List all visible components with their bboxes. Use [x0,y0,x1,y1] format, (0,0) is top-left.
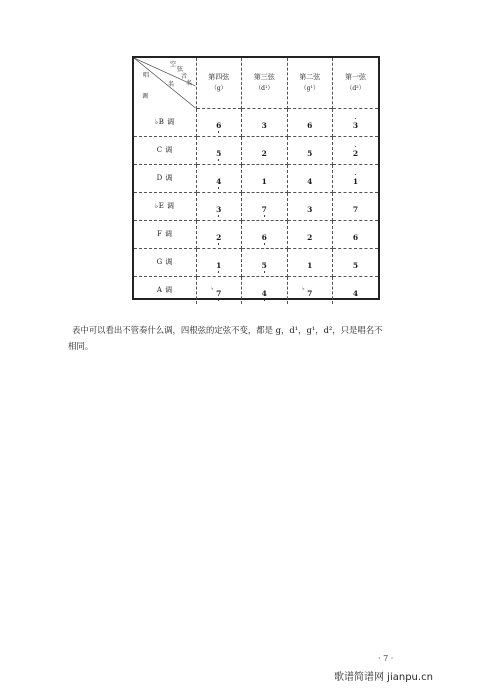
scale-degree-digit: 4 [307,176,313,186]
key-cell: D 调 [134,164,196,192]
degree-cell [333,108,379,136]
column-header-note: （d¹） [255,84,274,92]
column-header-note: （g¹） [300,84,319,92]
scale-degree [216,233,221,242]
column-header [287,58,333,108]
scale-degree [307,233,312,242]
scale-degree [307,121,312,130]
scale-degree [262,289,267,298]
key-cell: F 调 [134,220,196,248]
lower-octave-dot-icon [264,271,265,272]
upper-octave-dot-icon [355,174,356,175]
scale-degree-digit: 6 [216,120,222,130]
degree-cell [196,248,242,276]
scale-degree [307,261,312,270]
scale-degree [353,121,358,130]
scale-degree-digit: 1 [261,176,267,186]
lower-octave-dot-icon [218,131,219,132]
scale-degree [307,177,312,186]
degree-cell [242,220,288,248]
lower-octave-dot-icon [264,243,265,244]
column-header-name: 第三弦 [253,73,275,82]
tuning-table-frame [132,56,380,300]
table-row [134,248,378,276]
scale-degree [353,205,358,214]
scale-degree-digit: 6 [261,232,267,242]
scale-degree-digit: 3 [261,120,267,130]
degree-cell [333,136,379,164]
scale-degree [262,177,267,186]
degree-cell [333,220,379,248]
upper-octave-dot-icon [355,118,356,119]
lower-octave-dot-icon [218,299,219,300]
degree-cell [333,192,379,220]
scale-degree [216,121,221,130]
scale-degree [302,285,313,298]
lower-octave-dot-icon [218,159,219,160]
diag-label-xian: 弦 [177,66,184,73]
scale-degree-digit: 6 [352,232,359,242]
scale-degree [353,149,358,158]
degree-cell [242,164,288,192]
degree-cell [196,276,242,304]
scale-degree [211,285,222,298]
degree-cell [287,136,333,164]
scale-degree [262,121,267,130]
scale-degree-digit: 3 [307,204,313,214]
degree-cell [242,192,288,220]
diag-label-chang: 唱 [143,72,150,79]
degree-cell [242,276,288,304]
scale-degree [262,205,267,214]
scale-degree [262,233,267,242]
explanation-paragraph [68,323,467,355]
degree-cell [242,108,288,136]
scale-degree-digit: 3 [352,120,359,130]
scale-degree-digit: 4 [261,288,267,298]
column-header-name: 第二弦 [299,73,321,82]
flat-sign-icon: ♭ [211,285,214,292]
table-body [134,108,378,304]
explanation-line-2: 相同。 [68,340,94,351]
scale-degree-digit: 7 [307,288,313,298]
degree-cell [287,192,333,220]
lower-octave-dot-icon [264,215,265,216]
scale-degree-digit: 5 [352,260,359,270]
scale-degree-digit: 6 [307,120,313,130]
scale-degree [353,177,358,186]
tuning-table [134,58,378,304]
degree-cell [196,192,242,220]
scale-degree-digit: 2 [307,232,313,242]
key-cell: G 调 [134,248,196,276]
scale-degree-digit: 1 [216,260,222,270]
column-header-name: 第一弦 [345,73,366,82]
table-row [134,276,378,304]
diag-label-kong: 空 [170,61,177,68]
key-cell: C 调 [134,136,196,164]
degree-cell [196,220,242,248]
degree-cell [242,136,288,164]
diag-label-diao: 调 [142,93,149,100]
degree-cell [196,108,242,136]
page-number: · 7 · [378,654,394,663]
column-header [242,58,288,108]
scale-degree-digit: 2 [261,148,267,158]
flat-sign-icon: ♭ [302,285,305,292]
lower-octave-dot-icon [264,299,265,300]
explanation-line-1: 表中可以看出不管奏什么调，四根弦的定弦不变，都是 g，d¹，g¹，d²，只是唱名不 [72,325,383,335]
scale-degree [353,261,358,270]
scale-degree-digit: 1 [352,176,359,186]
scale-degree-digit: 4 [216,176,222,186]
scale-degree [216,177,221,186]
degree-cell [287,248,333,276]
scale-degree-digit: 5 [307,148,313,158]
lower-octave-dot-icon [218,187,219,188]
degree-cell [196,136,242,164]
degree-cell [287,220,333,248]
scale-degree [307,149,312,158]
scale-degree [216,149,221,158]
degree-cell [242,248,288,276]
key-cell: ♭B 调 [134,108,196,136]
column-header-name: 第四弦 [208,73,230,82]
degree-cell [287,108,333,136]
degree-cell [287,276,333,304]
scale-degree-digit: 4 [352,288,359,298]
diag-label-ming: 名 [168,81,175,88]
watermark: 歌谱简谱网 jianpu.cn [334,672,433,683]
scale-degree [262,261,267,270]
column-header [333,58,379,108]
degree-cell [333,164,379,192]
scale-degree-digit: 5 [216,148,222,158]
diagonal-header-cell [134,58,196,108]
diag-label-ming-2: 名 [186,80,193,87]
column-header-note: （g） [210,84,227,92]
degree-cell [196,164,242,192]
scale-degree [216,261,221,270]
scale-degree-digit: 7 [352,204,359,214]
diag-label-yin: 音 [181,73,188,80]
upper-octave-dot-icon [355,146,356,147]
degree-cell [333,248,379,276]
scale-degree [353,289,358,298]
lower-octave-dot-icon [218,271,219,272]
key-cell: ♭E 调 [134,192,196,220]
table-row [134,192,378,220]
scale-degree-digit: 7 [261,204,267,214]
column-header [196,58,242,108]
degree-cell [287,164,333,192]
scale-degree-digit: 2 [216,232,222,242]
column-header-note: （d²） [346,84,365,92]
scale-degree-digit: 1 [307,260,313,270]
key-cell: A 调 [134,276,196,304]
scale-degree [307,205,312,214]
scale-degree [262,149,267,158]
scale-degree [216,205,221,214]
lower-octave-dot-icon [218,243,219,244]
table-row [134,136,378,164]
scale-degree-digit: 3 [216,204,222,214]
scale-degree-digit: 2 [352,148,359,158]
scale-degree-digit: 5 [261,260,267,270]
scale-degree-digit: 7 [216,288,222,298]
table-row [134,164,378,192]
table-row [134,108,378,136]
degree-cell [333,276,379,304]
table-header-row [134,58,378,108]
lower-octave-dot-icon [218,215,219,216]
table-row [134,220,378,248]
scale-degree [353,233,358,242]
